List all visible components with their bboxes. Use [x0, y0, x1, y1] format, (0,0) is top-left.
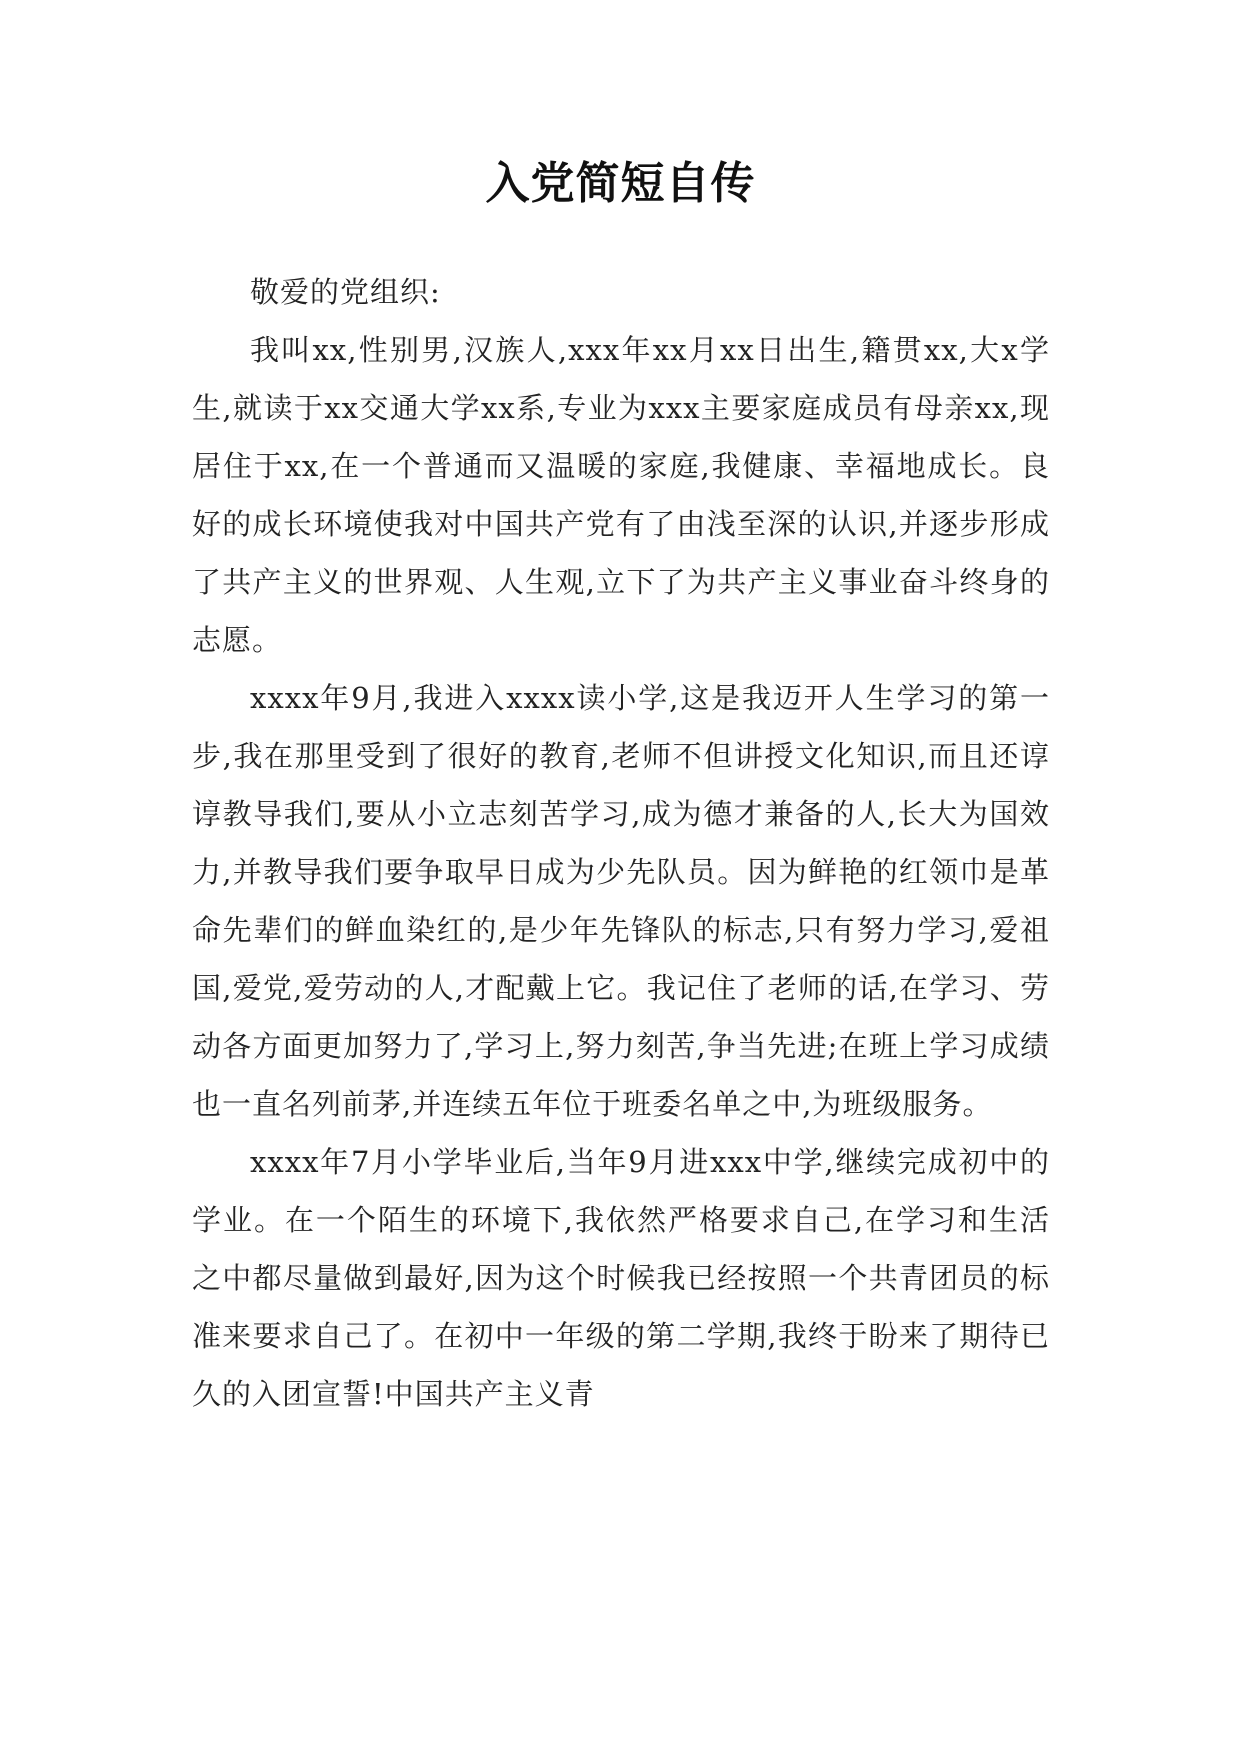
- paragraph-2: xxxx年9月,我进入xxxx读小学,这是我迈开人生学习的第一步,我在那里受到了很好的教育,老师不但讲授文化知识,而且还谆谆教导我们,要从小立志刻苦学习,成为德才兼备的人,长大为国效力,并教导我们要争取早日成为少先队员。因为鲜艳的红领巾是革命先辈们的鲜血染红的,是少年先锋队的标志,只有努力学习,爱祖国,爱党,爱劳动的人,才配戴上它。我记住了老师的话,在学习、劳动各方面更加努力了,学习上,努力刻苦,争当先进;在班上学习成绩也一直名列前茅,并连续五年位于班委名单之中,为班级服务。: [192, 681, 1050, 1121]
- document-body: [192, 263, 1050, 1423]
- salutation: 敬爱的党组织:: [250, 275, 441, 309]
- document-title: 入党简短自传: [485, 158, 756, 209]
- paragraph-1: 我叫xx,性别男,汉族人,xxx年xx月xx日出生,籍贯xx,大x学生,就读于xx交通大学xx系,专业为xxx主要家庭成员有母亲xx,现居住于xx,在一个普通而又温暖的家庭,我健康、幸福地成长。良好的成长环境使我对中国共产党有了由浅至深的认识,并逐步形成了共产主义的世界观、人生观,立下了为共产主义事业奋斗终身的志愿。: [192, 333, 1050, 657]
- paragraph-3: xxxx年7月小学毕业后,当年9月进xxx中学,继续完成初中的学业。在一个陌生的环境下,我依然严格要求自己,在学习和生活之中都尽量做到最好,因为这个时候我已经按照一个共青团员的标准来要求自己了。在初中一年级的第二学期,我终于盼来了期待已久的入团宣誓!中国共产主义青: [192, 1145, 1050, 1411]
